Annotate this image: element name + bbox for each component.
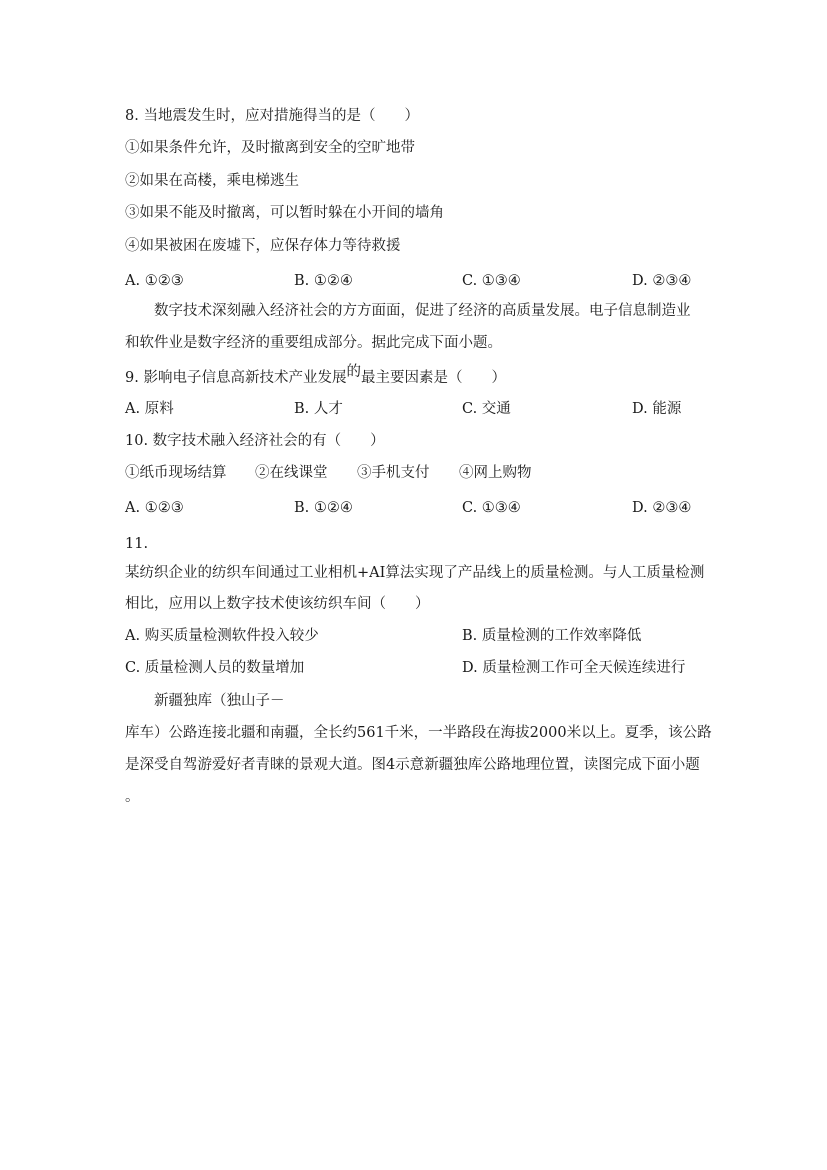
q10-item-1: ①纸币现场结算 [125, 465, 227, 481]
q10-stem: 10. 数字技术融入经济社会的有（ ） [125, 433, 385, 449]
passage1-line1: 数字技术深刻融入经济社会的方方面面，促进了经济的高质量发展。电子信息制造业 [154, 303, 691, 319]
q9-stem-sup: 的 [346, 364, 361, 380]
q10-option-c: C. ①③④ [462, 500, 521, 516]
q9-option-b: B. 人才 [294, 401, 343, 417]
q11-option-d: D. 质量检测工作可全天候连续进行 [462, 660, 686, 676]
q8-item-2: ②如果在高楼，乘电梯逃生 [125, 173, 299, 189]
q9-option-d: D. 能源 [632, 401, 682, 417]
q8-option-d: D. ②③④ [632, 273, 692, 289]
passage2-line4: 。 [125, 789, 140, 805]
q10-option-d: D. ②③④ [632, 500, 692, 516]
q8-item-4: ④如果被困在废墟下，应保存体力等待救援 [125, 238, 401, 254]
q11-number: 11. [125, 536, 149, 552]
q10-item-2: ②在线课堂 [255, 465, 328, 481]
q10-option-a: A. ①②③ [125, 500, 184, 516]
q9-stem [125, 364, 506, 388]
q11-option-c: C. 质量检测人员的数量增加 [125, 660, 305, 676]
q9-option-a: A. 原料 [125, 401, 174, 417]
q8-option-a: A. ①②③ [125, 273, 184, 289]
q8-option-b: B. ①②④ [294, 273, 353, 289]
passage2-line2: 库车）公路连接北疆和南疆，全长约561千米，一半路段在海拔2000米以上。夏季，该公路 [125, 725, 712, 741]
passage2-line1: 新疆独库（独山子－ [154, 693, 285, 709]
q11-option-b: B. 质量检测的工作效率降低 [462, 628, 642, 644]
q11-line2: 相比，应用以上数字技术使该纺织车间（ ） [125, 596, 430, 612]
q8-item-1: ①如果条件允许，及时撤离到安全的空旷地带 [125, 140, 415, 156]
q9-option-c: C. 交通 [462, 401, 511, 417]
q11-line1: 某纺织企业的纺织车间通过工业相机+AI算法实现了产品线上的质量检测。与人工质量检测 [125, 565, 705, 581]
q10-option-b: B. ①②④ [294, 500, 353, 516]
q11-option-a: A. 购买质量检测软件投入较少 [125, 628, 319, 644]
q10-item-4: ④网上购物 [459, 465, 532, 481]
q10-item-3: ③手机支付 [357, 465, 430, 481]
passage1-line2: 和软件业是数字经济的重要组成部分。据此完成下面小题。 [125, 335, 502, 351]
q9-stem-part1: 9. 影响电子信息高新技术产业发展 [125, 370, 347, 386]
q8-stem: 8. 当地震发生时，应对措施得当的是（ ） [125, 108, 419, 124]
q8-item-3: ③如果不能及时撤离，可以暂时躲在小开间的墙角 [125, 205, 444, 221]
q8-option-c: C. ①③④ [462, 273, 521, 289]
passage2-line3: 是深受自驾游爱好者青睐的景观大道。图4示意新疆独库公路地理位置，读图完成下面小题 [125, 757, 700, 773]
q9-stem-part2: 最主要因素是（ ） [360, 370, 506, 386]
